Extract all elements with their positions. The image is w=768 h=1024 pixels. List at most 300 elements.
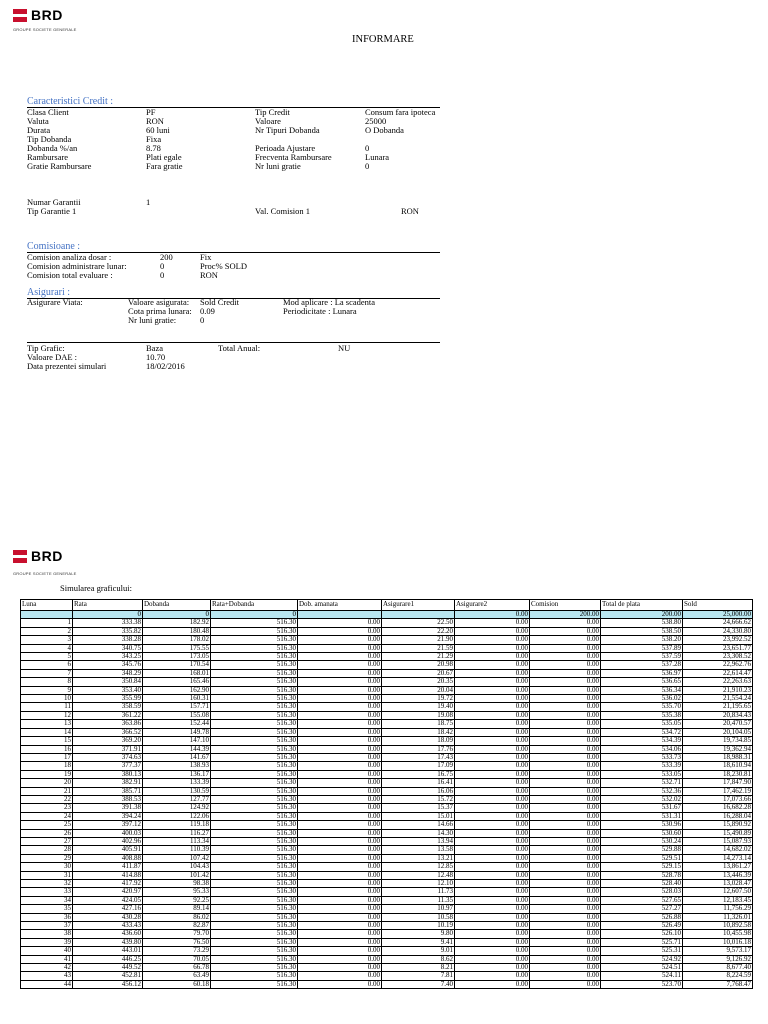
table-cell: 0.00	[455, 871, 530, 879]
column-header: Asigurare2	[455, 600, 530, 611]
table-cell: 0.00	[298, 837, 382, 845]
table-cell: 86.02	[143, 913, 211, 921]
table-cell: 0.00	[530, 787, 601, 795]
table-cell: 113.34	[143, 837, 211, 845]
comision-row-value: 0	[160, 270, 165, 280]
table-cell: 9.80	[382, 930, 455, 938]
table-cell: 0.00	[530, 888, 601, 896]
table-cell: 0.00	[298, 745, 382, 753]
table-cell: 516.30	[211, 787, 298, 795]
table-cell: 136.17	[143, 770, 211, 778]
table-cell: 0.00	[455, 964, 530, 972]
table-cell: 144.39	[143, 745, 211, 753]
table-cell: 361.22	[73, 711, 143, 719]
table-cell: 0.00	[455, 938, 530, 946]
table-cell: 8,677.40	[683, 964, 753, 972]
table-row	[21, 779, 753, 787]
table-cell: 21.59	[382, 644, 455, 652]
table-cell: 0.00	[530, 821, 601, 829]
table-cell: 516.30	[211, 678, 298, 686]
table-cell: 37	[21, 922, 73, 930]
table-cell: 0.00	[298, 854, 382, 862]
table-cell: 0.00	[298, 913, 382, 921]
table-cell: 11.73	[382, 888, 455, 896]
table-cell: 0.00	[298, 695, 382, 703]
table-cell: 0.00	[298, 711, 382, 719]
table-cell: 23,651.77	[683, 644, 753, 652]
table-cell: 411.87	[73, 863, 143, 871]
table-cell: 535.05	[601, 720, 683, 728]
table-cell: 22,614.47	[683, 669, 753, 677]
table-cell: 355.99	[73, 695, 143, 703]
table-cell: 0.00	[298, 728, 382, 736]
table-cell: 17.43	[382, 753, 455, 761]
table-cell: 537.28	[601, 661, 683, 669]
table-cell: 0.00	[455, 972, 530, 980]
table-cell: 516.30	[211, 745, 298, 753]
table-cell: 15.37	[382, 804, 455, 812]
table-cell: 14	[21, 728, 73, 736]
table-cell: 0.00	[530, 762, 601, 770]
table-cell: 516.30	[211, 880, 298, 888]
table-cell: 531.31	[601, 812, 683, 820]
table-cell: 526.49	[601, 922, 683, 930]
table-cell: 516.30	[211, 829, 298, 837]
table-cell: 0.00	[530, 880, 601, 888]
table-cell: 0.00	[298, 627, 382, 635]
table-cell: 0.00	[455, 947, 530, 955]
table-cell: 38	[21, 930, 73, 938]
table-cell: 0.00	[530, 812, 601, 820]
credit-field-label: Clasa Client	[27, 107, 69, 117]
table-cell: 516.30	[211, 854, 298, 862]
table-cell: 0.00	[455, 753, 530, 761]
table-cell: 168.01	[143, 669, 211, 677]
table-cell: 12.10	[382, 880, 455, 888]
column-header: Total de plata	[601, 600, 683, 611]
table-cell: 28	[21, 846, 73, 854]
table-cell: 516.30	[211, 888, 298, 896]
table-cell: 7.40	[382, 980, 455, 988]
table-cell: 0.00	[298, 955, 382, 963]
table-cell: 0.00	[530, 804, 601, 812]
table-cell: 15.01	[382, 812, 455, 820]
table-cell: 516.30	[211, 871, 298, 879]
asigurare-viata-label: Asigurare Viata:	[27, 297, 83, 307]
val-comision-currency: RON	[401, 206, 419, 216]
table-cell: 76.50	[143, 938, 211, 946]
table-cell: 20.98	[382, 661, 455, 669]
brd-logo-text: BRD	[31, 7, 63, 23]
credit-field-value: 60 luni	[146, 125, 170, 135]
table-cell: 2	[21, 627, 73, 635]
table-row	[21, 804, 753, 812]
brd-logo	[13, 7, 63, 23]
table-cell: 0.00	[455, 913, 530, 921]
table-cell: 18,230.81	[683, 770, 753, 778]
table-cell: 0.00	[455, 955, 530, 963]
table-cell: 6	[21, 661, 73, 669]
table-cell: 528.03	[601, 888, 683, 896]
table-cell: 446.25	[73, 955, 143, 963]
table-cell: 30	[21, 863, 73, 871]
table-cell: 41	[21, 955, 73, 963]
table-cell: 0.00	[298, 938, 382, 946]
credit-field-value: Fixa	[146, 134, 162, 144]
table-cell: 382.91	[73, 779, 143, 787]
asigurari-heading: Asigurari :	[27, 287, 71, 298]
table-cell: 516.30	[211, 812, 298, 820]
table-cell: 0.00	[298, 821, 382, 829]
table-cell: 0.00	[455, 711, 530, 719]
table-cell: 0.00	[298, 619, 382, 627]
table-cell: 374.63	[73, 753, 143, 761]
table-cell: 155.08	[143, 711, 211, 719]
table-header-row	[21, 600, 753, 611]
val-comision-label: Val. Comision 1	[255, 206, 311, 216]
table-cell: 391.38	[73, 804, 143, 812]
table-cell: 17,847.90	[683, 779, 753, 787]
table-cell: 0.00	[298, 871, 382, 879]
table-cell: 0.00	[530, 653, 601, 661]
table-cell: 456.12	[73, 980, 143, 988]
table-cell: 537.89	[601, 644, 683, 652]
credit-field-label: Rambursare	[27, 152, 69, 162]
table-cell: 0.00	[298, 795, 382, 803]
table-cell: 0.00	[298, 703, 382, 711]
table-cell: 377.37	[73, 762, 143, 770]
table-cell: 527.27	[601, 905, 683, 913]
credit-heading: Caracteristici Credit :	[27, 96, 114, 107]
table-cell: 21,910.23	[683, 686, 753, 694]
table-cell: 526.88	[601, 913, 683, 921]
table-cell: 0.00	[455, 619, 530, 627]
comision-row-value: RON	[200, 270, 218, 280]
table-cell: 9.01	[382, 947, 455, 955]
table-cell: 0.00	[455, 846, 530, 854]
table-cell: 0.00	[298, 964, 382, 972]
table-cell: 516.30	[211, 653, 298, 661]
table-cell: 17.09	[382, 762, 455, 770]
cota-prima-value: 0.09	[200, 306, 215, 316]
table-cell: 0.00	[530, 745, 601, 753]
table-cell: 0.00	[298, 636, 382, 644]
nr-luni-gratie-value: 0	[200, 315, 205, 325]
table-cell: 0.00	[530, 854, 601, 862]
table-cell: 20,104.05	[683, 728, 753, 736]
table-cell: 400.03	[73, 829, 143, 837]
table-row	[21, 636, 753, 644]
table-cell: 20	[21, 779, 73, 787]
table-cell: 516.30	[211, 728, 298, 736]
table-cell: 516.30	[211, 980, 298, 988]
table-cell: 0.00	[530, 913, 601, 921]
table-cell: 0.00	[298, 846, 382, 854]
page-title: INFORMARE	[352, 34, 414, 45]
table-cell: 516.30	[211, 636, 298, 644]
table-cell: 0.00	[298, 762, 382, 770]
table-cell: 449.52	[73, 964, 143, 972]
table-cell: 0.00	[455, 737, 530, 745]
credit-field-value: PF	[146, 107, 156, 117]
table-cell: 0.00	[455, 678, 530, 686]
table-cell: 7,768.47	[683, 980, 753, 988]
table-cell: 15,490.89	[683, 829, 753, 837]
table-cell: 538.80	[601, 619, 683, 627]
table-cell: 0.00	[530, 703, 601, 711]
brd-logo-subtitle: GROUPE SOCIETE GENERALE	[13, 27, 77, 32]
table-cell: 31	[21, 871, 73, 879]
table-cell: 34	[21, 896, 73, 904]
table-cell: 0.00	[530, 686, 601, 694]
table-cell: 17	[21, 753, 73, 761]
table-cell: 535.38	[601, 711, 683, 719]
table-cell: 532.02	[601, 795, 683, 803]
table-cell: 0.00	[530, 938, 601, 946]
table-cell: 8.62	[382, 955, 455, 963]
table-cell: 14.66	[382, 821, 455, 829]
table-cell: 17.76	[382, 745, 455, 753]
table-cell: 536.02	[601, 695, 683, 703]
table-cell: 10	[21, 695, 73, 703]
table-cell: 20.35	[382, 678, 455, 686]
table-cell: 0.00	[298, 779, 382, 787]
table-row	[21, 947, 753, 955]
table-cell: 0.00	[455, 888, 530, 896]
column-header: Sold	[683, 600, 753, 611]
table-cell: 516.30	[211, 955, 298, 963]
table-cell: 534.39	[601, 737, 683, 745]
table-cell: 141.67	[143, 753, 211, 761]
table-cell: 516.30	[211, 737, 298, 745]
table-cell: 20.67	[382, 669, 455, 677]
table-cell: 0.00	[530, 627, 601, 635]
table-cell: 0.00	[455, 779, 530, 787]
tip-garantie-label: Tip Garantie 1	[27, 206, 77, 216]
table-cell: 0.00	[455, 905, 530, 913]
table-cell: 417.92	[73, 880, 143, 888]
table-cell: 0.00	[530, 619, 601, 627]
table-cell: 15,087.93	[683, 837, 753, 845]
table-cell: 529.51	[601, 854, 683, 862]
table-cell: 0.00	[455, 896, 530, 904]
table-cell: 333.38	[73, 619, 143, 627]
table-cell: 0.00	[455, 703, 530, 711]
table-cell: 33	[21, 888, 73, 896]
table-cell: 19.72	[382, 695, 455, 703]
table-cell: 516.30	[211, 619, 298, 627]
table-cell: 14.30	[382, 829, 455, 837]
table-cell: 433.43	[73, 922, 143, 930]
table-cell: 1	[21, 619, 73, 627]
table-cell: 350.84	[73, 678, 143, 686]
table-cell: 530.60	[601, 829, 683, 837]
table-cell: 18.42	[382, 728, 455, 736]
table-cell: 516.30	[211, 905, 298, 913]
table-cell: 173.05	[143, 653, 211, 661]
table-cell: 22	[21, 795, 73, 803]
table-cell: 23,992.52	[683, 636, 753, 644]
table-cell: 17,073.66	[683, 795, 753, 803]
table-cell: 14,682.02	[683, 846, 753, 854]
table-cell: 16.06	[382, 787, 455, 795]
table-cell: 0.00	[455, 863, 530, 871]
comision-row-label: Comision total evaluare :	[27, 270, 113, 280]
table-cell: 200.00	[530, 611, 601, 619]
table-cell: 122.06	[143, 812, 211, 820]
table-row	[21, 980, 753, 988]
table-cell: 516.30	[211, 695, 298, 703]
table-cell: 0.00	[298, 770, 382, 778]
table-cell: 516.30	[211, 930, 298, 938]
table-cell: 40	[21, 947, 73, 955]
table-cell: 424.05	[73, 896, 143, 904]
table-cell: 530.96	[601, 821, 683, 829]
table-cell: 516.30	[211, 972, 298, 980]
table-cell: 0.00	[455, 728, 530, 736]
table-cell: 366.52	[73, 728, 143, 736]
table-cell: 0.00	[530, 930, 601, 938]
table-cell: 0.00	[455, 837, 530, 845]
table-cell: 89.14	[143, 905, 211, 913]
table-cell: 0.00	[455, 745, 530, 753]
credit-field-label: Gratie Rambursare	[27, 161, 92, 171]
table-cell: 0.00	[530, 964, 601, 972]
table-cell: 133.39	[143, 779, 211, 787]
table-row	[21, 863, 753, 871]
table-cell: 516.30	[211, 947, 298, 955]
table-cell: 0.00	[298, 947, 382, 955]
table-cell: 160.31	[143, 695, 211, 703]
table-cell: 533.05	[601, 770, 683, 778]
table-cell: 0.00	[530, 905, 601, 913]
table-cell: 12.85	[382, 863, 455, 871]
table-cell: 345.76	[73, 661, 143, 669]
cota-prima-label: Cota prima lunara:	[128, 306, 192, 316]
table-cell: 0.00	[455, 829, 530, 837]
asigurari-col3	[283, 298, 375, 316]
table-cell: 538.50	[601, 627, 683, 635]
table-cell: 13.21	[382, 854, 455, 862]
table-cell: 335.82	[73, 627, 143, 635]
table-cell: 536.65	[601, 678, 683, 686]
table-cell: 19	[21, 770, 73, 778]
table-cell: 20.04	[382, 686, 455, 694]
table-cell: 17,462.19	[683, 787, 753, 795]
column-header: Asigurare1	[382, 600, 455, 611]
table-cell: 104.43	[143, 863, 211, 871]
table-cell: 0.00	[530, 972, 601, 980]
table-cell: 0.00	[455, 804, 530, 812]
table-cell: 516.30	[211, 938, 298, 946]
table-cell: 16	[21, 745, 73, 753]
table-cell: 0.00	[298, 737, 382, 745]
table-cell: 523.70	[601, 980, 683, 988]
table-cell: 516.30	[211, 686, 298, 694]
table-cell: 157.71	[143, 703, 211, 711]
table-cell: 12,607.50	[683, 888, 753, 896]
credit-field-label: Tip Credit	[255, 107, 290, 117]
table-cell: 516.30	[211, 922, 298, 930]
table-cell: 175.55	[143, 644, 211, 652]
table-cell: 0.00	[298, 972, 382, 980]
credit-field-value: 25000	[365, 116, 387, 126]
table-cell: 92.25	[143, 896, 211, 904]
table-cell: 19,362.94	[683, 745, 753, 753]
table-cell: 66.78	[143, 964, 211, 972]
credit-field-value: Lunara	[365, 152, 390, 162]
table-cell: 528.40	[601, 880, 683, 888]
comisioane-heading: Comisioane :	[27, 241, 81, 252]
table-cell: 18.09	[382, 737, 455, 745]
table-cell: 533.73	[601, 753, 683, 761]
table-cell: 9	[21, 686, 73, 694]
table-cell: 11,756.29	[683, 905, 753, 913]
column-header: Luna	[21, 600, 73, 611]
table-cell: 0.00	[455, 930, 530, 938]
column-header: Rata	[73, 600, 143, 611]
table-cell: 0.00	[298, 905, 382, 913]
table-cell: 0.00	[298, 753, 382, 761]
total-anual-label: Total Anual:	[218, 343, 261, 353]
table-cell: 343.25	[73, 653, 143, 661]
table-cell: 10.19	[382, 922, 455, 930]
table-cell: 529.88	[601, 846, 683, 854]
table-cell: 13.58	[382, 846, 455, 854]
table-cell: 516.30	[211, 669, 298, 677]
table-cell: 16,682.28	[683, 804, 753, 812]
table-cell: 42	[21, 964, 73, 972]
table-cell: 516.30	[211, 703, 298, 711]
credit-field-label: Valoare	[255, 116, 281, 126]
table-cell: 130.59	[143, 787, 211, 795]
table-cell: 0.00	[530, 636, 601, 644]
table-cell: 170.54	[143, 661, 211, 669]
table-cell: 124.92	[143, 804, 211, 812]
simulation-title: Simularea graficului:	[60, 583, 132, 593]
table-cell: 9,126.92	[683, 955, 753, 963]
asigurari-col2	[200, 298, 239, 325]
table-cell: 0.00	[298, 686, 382, 694]
brd-logo-text: BRD	[31, 548, 63, 564]
credit-field-label: Valuta	[27, 116, 49, 126]
table-cell: 340.75	[73, 644, 143, 652]
table-cell: 524.11	[601, 972, 683, 980]
table-cell: 18	[21, 762, 73, 770]
table-cell: 25,000.00	[683, 611, 753, 619]
table-cell: 353.40	[73, 686, 143, 694]
brd-logo-mark	[13, 9, 27, 22]
table-cell: 63.49	[143, 972, 211, 980]
table-cell: 0.00	[455, 661, 530, 669]
table-cell: 21.90	[382, 636, 455, 644]
dae-value: 10.70	[146, 352, 166, 362]
table-cell: 536.97	[601, 669, 683, 677]
table-cell: 530.24	[601, 837, 683, 845]
table-cell: 516.30	[211, 795, 298, 803]
table-cell: 116.27	[143, 829, 211, 837]
comision-row-value: Fix	[200, 252, 212, 262]
table-cell	[21, 611, 73, 619]
table-cell: 0.00	[298, 980, 382, 988]
table-cell: 516.30	[211, 661, 298, 669]
table-cell: 0.00	[530, 753, 601, 761]
table-cell: 0.00	[530, 737, 601, 745]
table-row	[21, 720, 753, 728]
simulation-table	[20, 599, 753, 989]
table-cell: 0.00	[455, 980, 530, 988]
credit-field-label: Nr luni gratie	[255, 161, 301, 171]
